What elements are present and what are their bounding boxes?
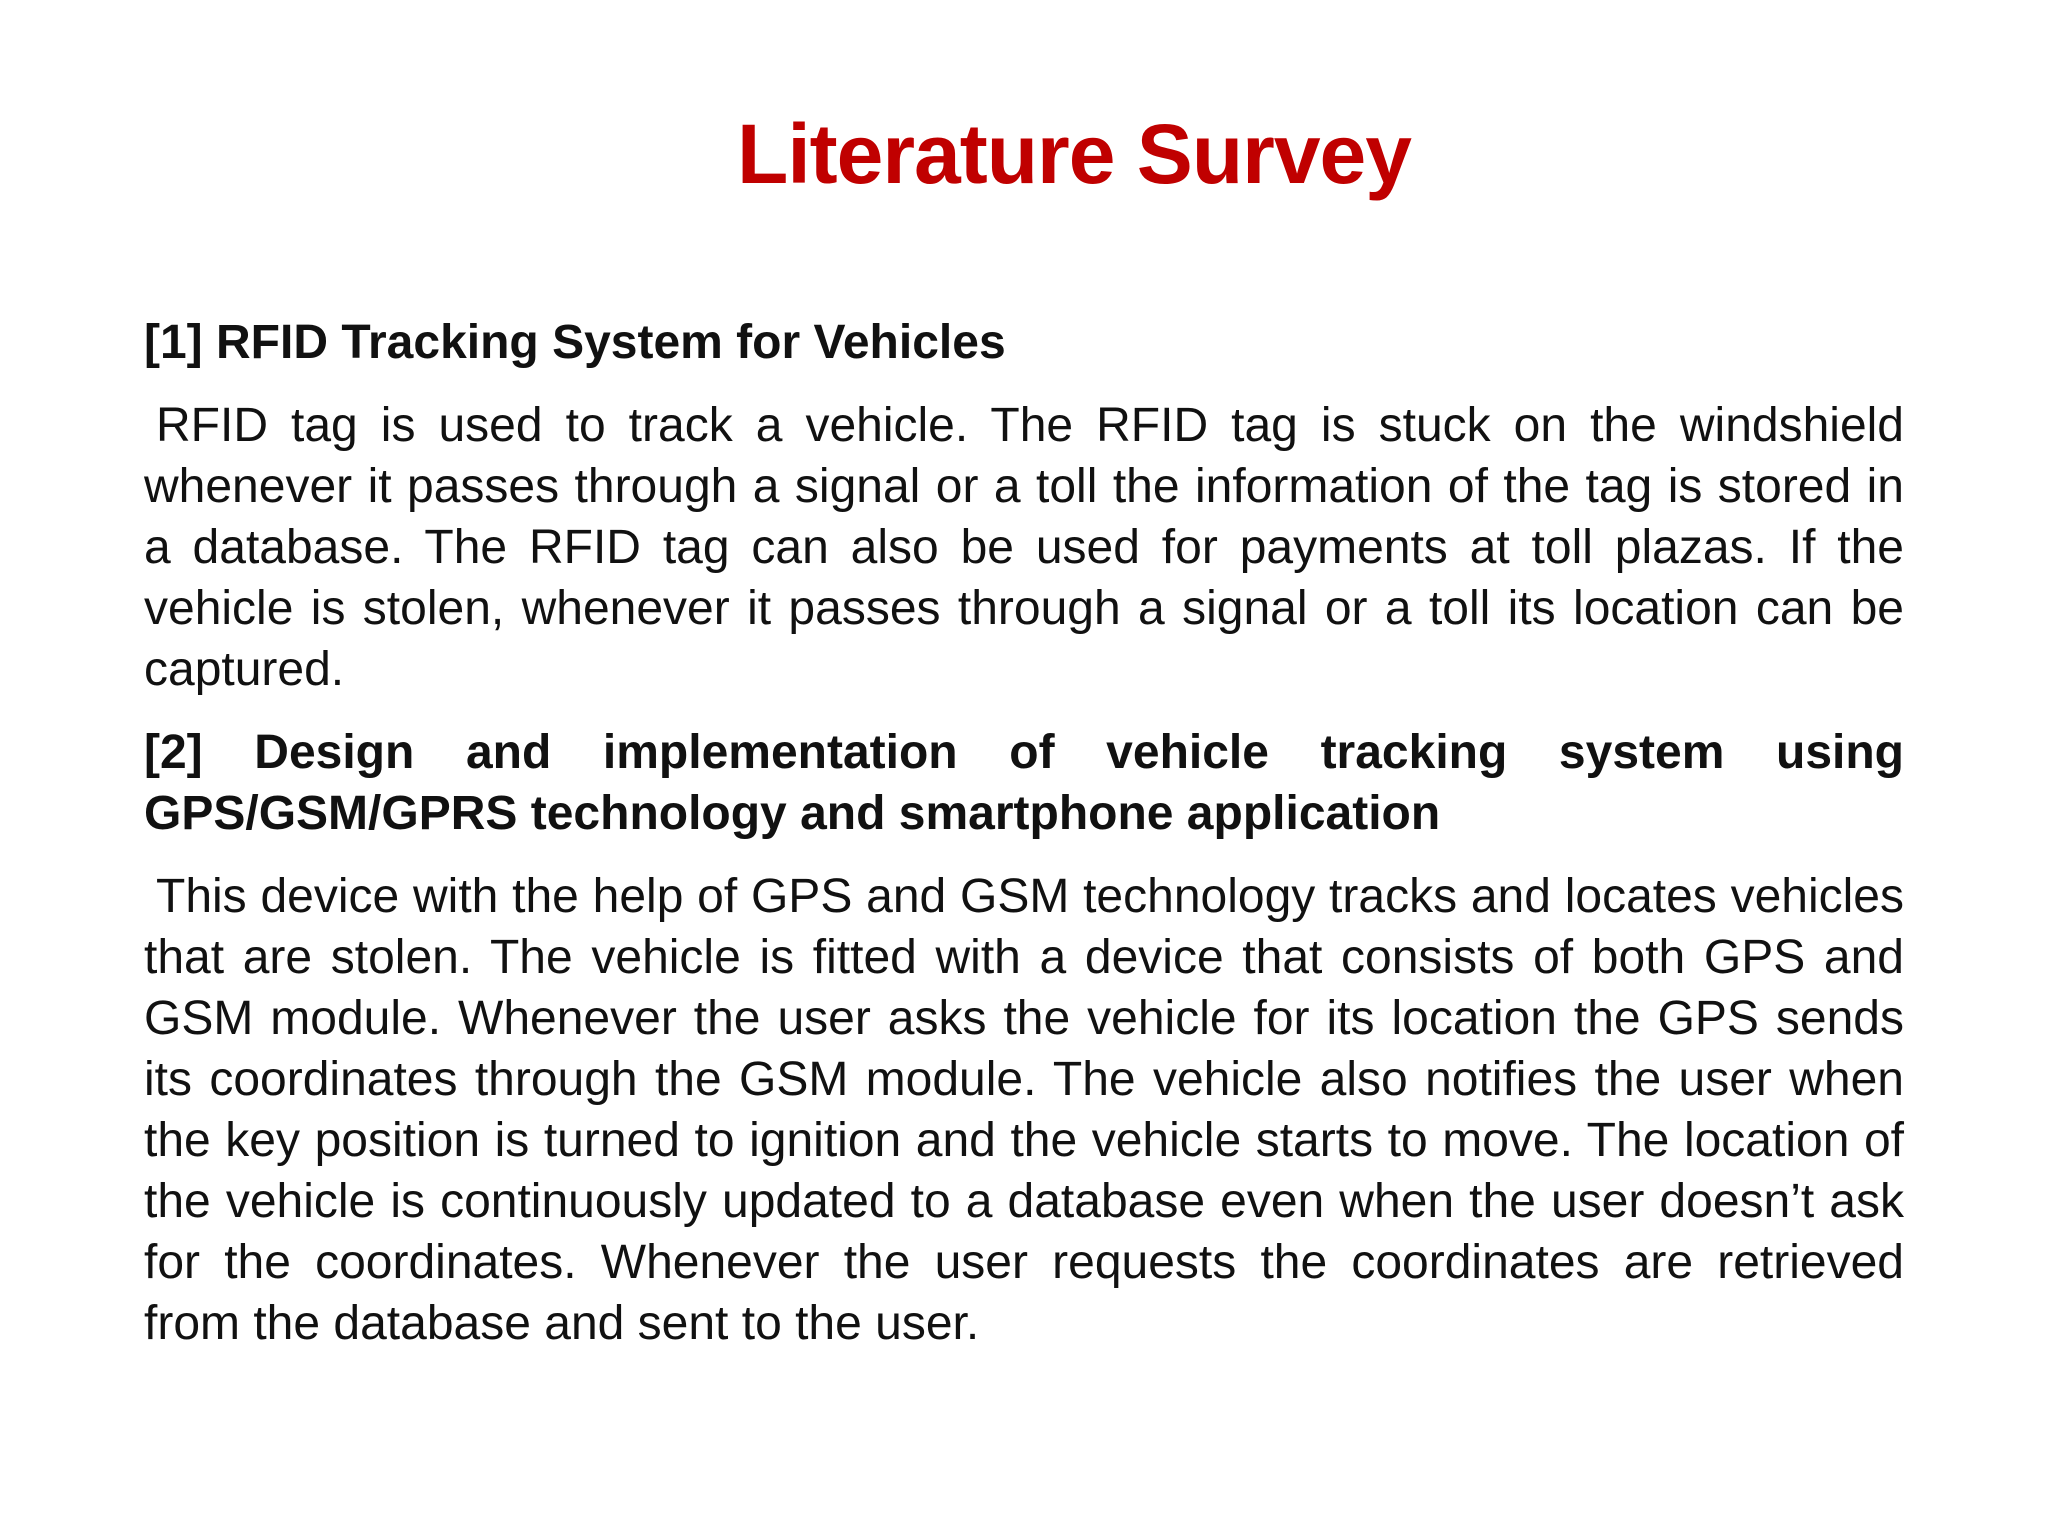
section-2-heading: [2] Design and implementation of vehicle tracking system using GPS/GSM/GPRS technology and smartphone application — [144, 726, 1904, 840]
section-1-body: RFID tag is used to track a vehicle. The RFID tag is stuck on the windshield whenever it passes through a signal or a toll the information of the tag is stored in a database. The RFID tag can also be used for payments at toll plazas. If the vehicle is stolen, whenever it passes through a signal or a toll its location can be captured. — [144, 399, 1904, 696]
slide-title: Literature Survey — [737, 107, 1411, 201]
section-1-heading: [1] RFID Tracking System for Vehicles — [144, 316, 1006, 369]
slide-content — [144, 312, 1904, 1376]
section-2-body: This device with the help of GPS and GSM technology tracks and locates vehicles that are stolen. The vehicle is fitted with a device that consists of both GPS and GSM module. Whenever the user asks the vehicle for its location the GPS sends its coordinates through the GSM module. The vehicle also notifies the user when the key position is turned to ignition and the vehicle starts to move. The location of the vehicle is continuously updated to a database even when the user doesn’t ask for the coordinates. Whenever the user requests the coordinates are retrieved from the database and sent to the user. — [144, 870, 1904, 1350]
